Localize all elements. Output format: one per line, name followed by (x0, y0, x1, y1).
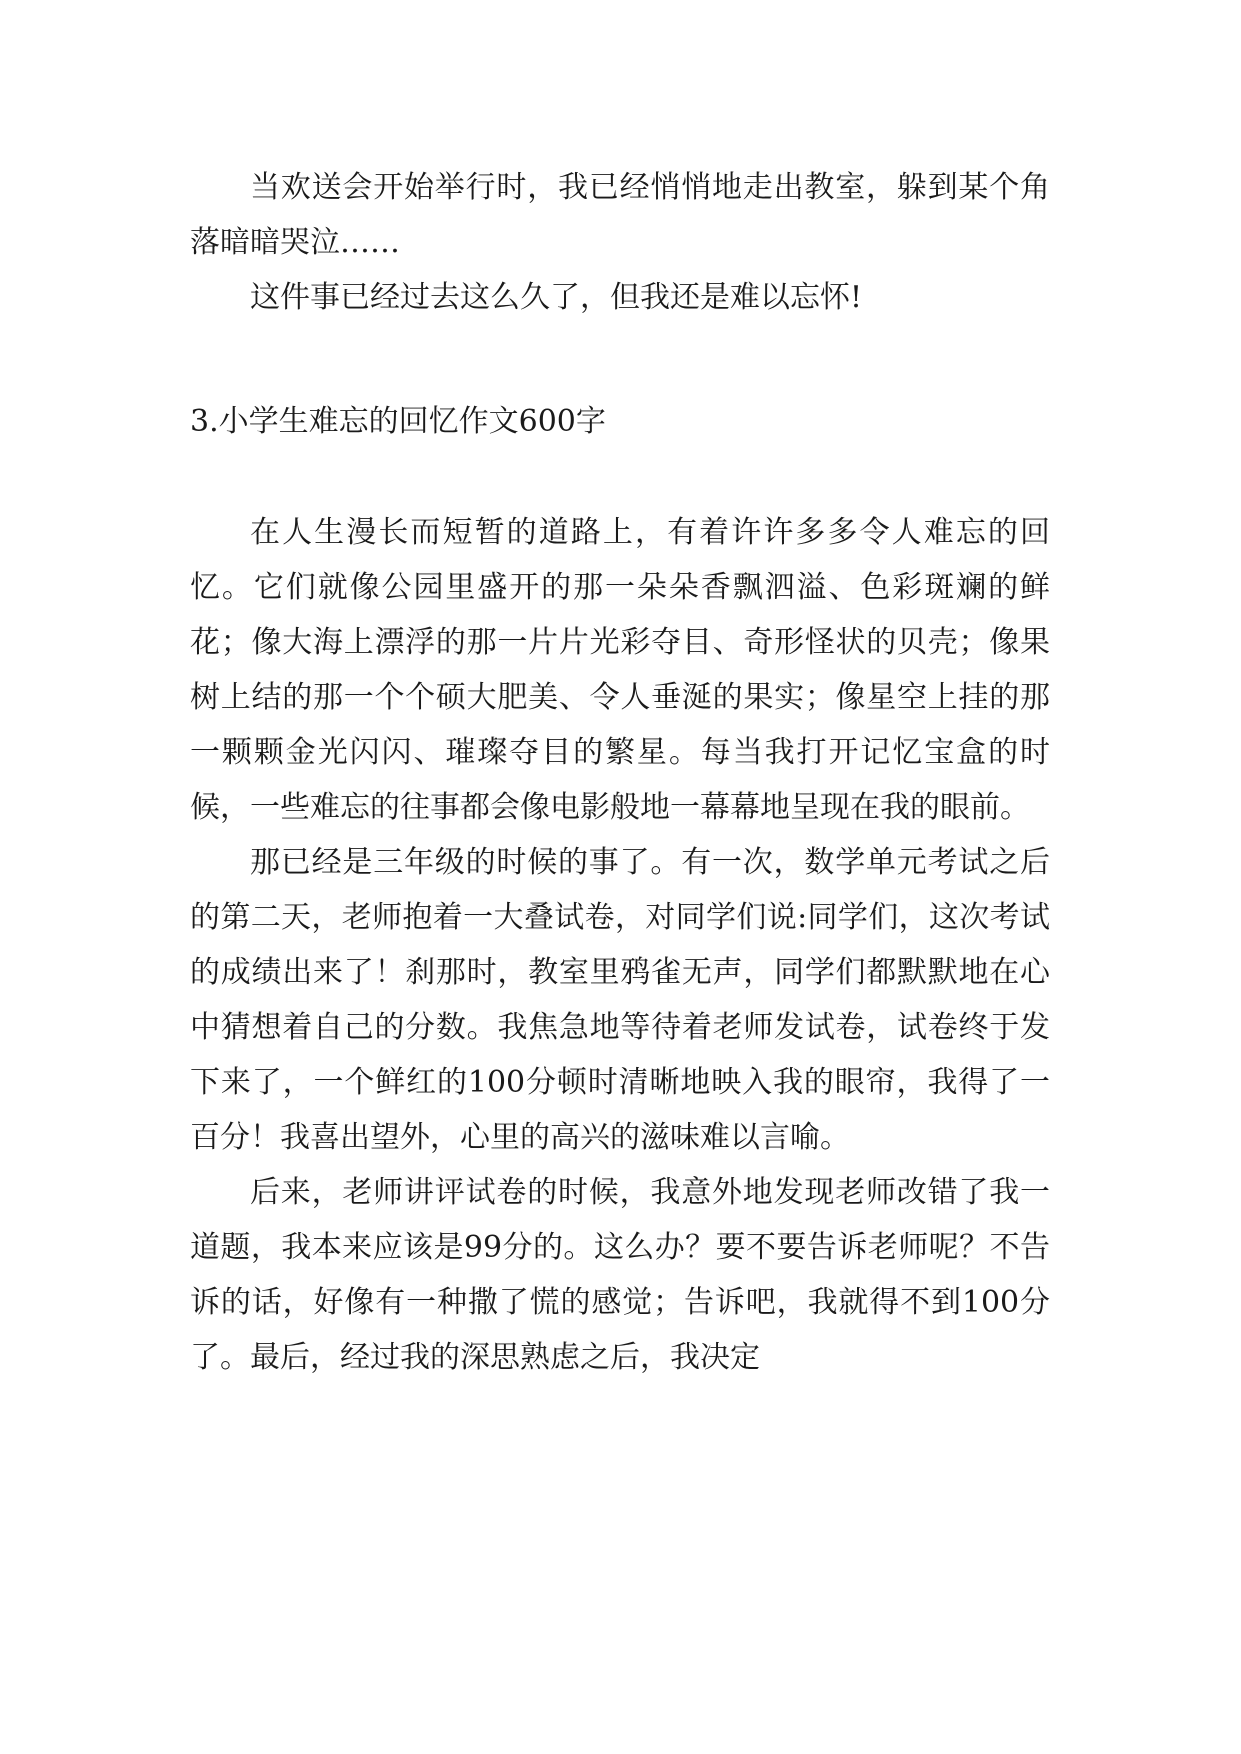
paragraph: 这件事已经过去这么久了，但我还是难以忘怀! (250, 280, 863, 315)
paragraph: 在人生漫长而短暂的道路上，有着许许多多令人难忘的回忆。它们就像公园里盛开的那一朵朵香飘泗溢、色彩斑斓的鲜花；像大海上漂浮的那一片片光彩夺目、奇形怪状的贝壳；像果树上结的那一个个硕大肥美、令人垂涎的果实；像星空上挂的那一颗颗金光闪闪、璀璨夺目的繁星。每当我打开记忆宝盒的时候，一些难忘的往事都会像电影般地一幕幕地呈现在我的眼前。 (190, 515, 1050, 825)
paragraph: 那已经是三年级的时候的事了。有一次，数学单元考试之后的第二天，老师抱着一大叠试卷，对同学们说:同学们，这次考试的成绩出来了！刹那时，教室里鸦雀无声，同学们都默默地在心中猜想着自己的分数。我焦急地等待着老师发试卷，试卷终于发下来了，一个鲜红的100分顿时清晰地映入我的眼帘，我得了一百分！我喜出望外，心里的高兴的滋味难以言喻。 (190, 845, 1050, 1155)
section-heading: 3.小学生难忘的回忆作文600字 (190, 404, 606, 439)
paragraph: 当欢送会开始举行时，我已经悄悄地走出教室，躲到某个角落暗暗哭泣…… (190, 170, 1050, 260)
paragraph: 后来，老师讲评试卷的时候，我意外地发现老师改错了我一道题，我本来应该是99分的。这么办？要不要告诉老师呢？不告诉的话，好像有一种撒了慌的感觉；告诉吧，我就得不到100分了。最后，经过我的深思熟虑之后，我决定 (190, 1175, 1050, 1375)
section-text-block (190, 505, 1050, 1385)
top-text-block (190, 160, 1050, 325)
